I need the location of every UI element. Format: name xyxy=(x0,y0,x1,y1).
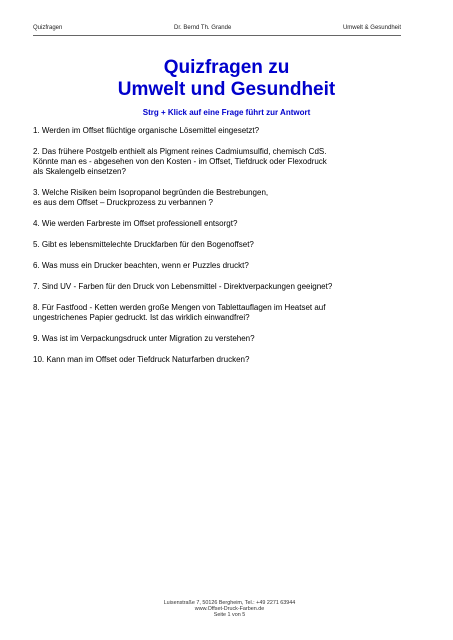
footer-page-number: Seite 1 von 5 xyxy=(213,612,246,618)
title-line-2: Umwelt und Gesundheit xyxy=(117,79,336,100)
question-link-10[interactable]: 10. Kann man im Offset oder Tiefdruck Naturfarben drucken? xyxy=(33,355,250,364)
question-link-9[interactable]: 9. Was ist im Verpackungsdruck unter Migration zu verstehen? xyxy=(33,334,255,343)
page-title xyxy=(0,57,453,101)
question-link-4[interactable]: 4. Wie werden Farbreste im Offset professionell entsorgt? xyxy=(33,219,238,228)
header-left-text: Quizfragen xyxy=(33,25,63,31)
question-link-6[interactable]: 6. Was muss ein Drucker beachten, wenn er Puzzles druckt? xyxy=(33,261,249,270)
footer-address: Luisenstraße 7, 50126 Bergheim, Tel.: +49 2271 63944 xyxy=(163,600,296,606)
page-footer xyxy=(0,594,453,624)
question-list xyxy=(33,126,413,376)
footer-website: www.Offset-Druck-Farben.de xyxy=(194,606,265,612)
question-link-2[interactable]: 2. Das frühere Postgelb enthielt als Pigment reines Cadmiumsulfid, chemisch CdS. Könnte man es - abgesehen von den Kosten - im Offset, Tiefdruck oder Flexodruck als Skalengelb einsetzen? xyxy=(33,147,327,176)
header-author-text: Dr. Bernd Th. Grande xyxy=(174,25,232,31)
header-divider xyxy=(33,35,401,36)
instruction-subtitle: Strg + Klick auf eine Frage führt zur Antwort xyxy=(142,108,311,117)
question-link-5[interactable]: 5. Gibt es lebensmittelechte Druckfarben für den Bogenoffset? xyxy=(33,240,254,249)
question-link-7[interactable]: 7. Sind UV - Farben für den Druck von Lebensmittel - Direktverpackungen geeignet? xyxy=(33,282,333,291)
title-line-1: Quizfragen zu xyxy=(163,57,290,78)
header-right-text: Umwelt & Gesundheit xyxy=(342,25,401,31)
page-header xyxy=(33,25,401,35)
question-link-8[interactable]: 8. Für Fastfood - Ketten werden große Mengen von Tablettauflagen im Heatset auf ungestrichenes Papier gedruckt. Ist das wirklich einwandfrei? xyxy=(33,303,326,322)
question-link-3[interactable]: 3. Welche Risiken beim Isopropanol begründen die Bestrebungen, es aus dem Offset – Druckprozess zu verbannen ? xyxy=(33,188,269,207)
question-link-1[interactable]: 1. Werden im Offset flüchtige organische Lösemittel eingesetzt? xyxy=(33,126,260,135)
